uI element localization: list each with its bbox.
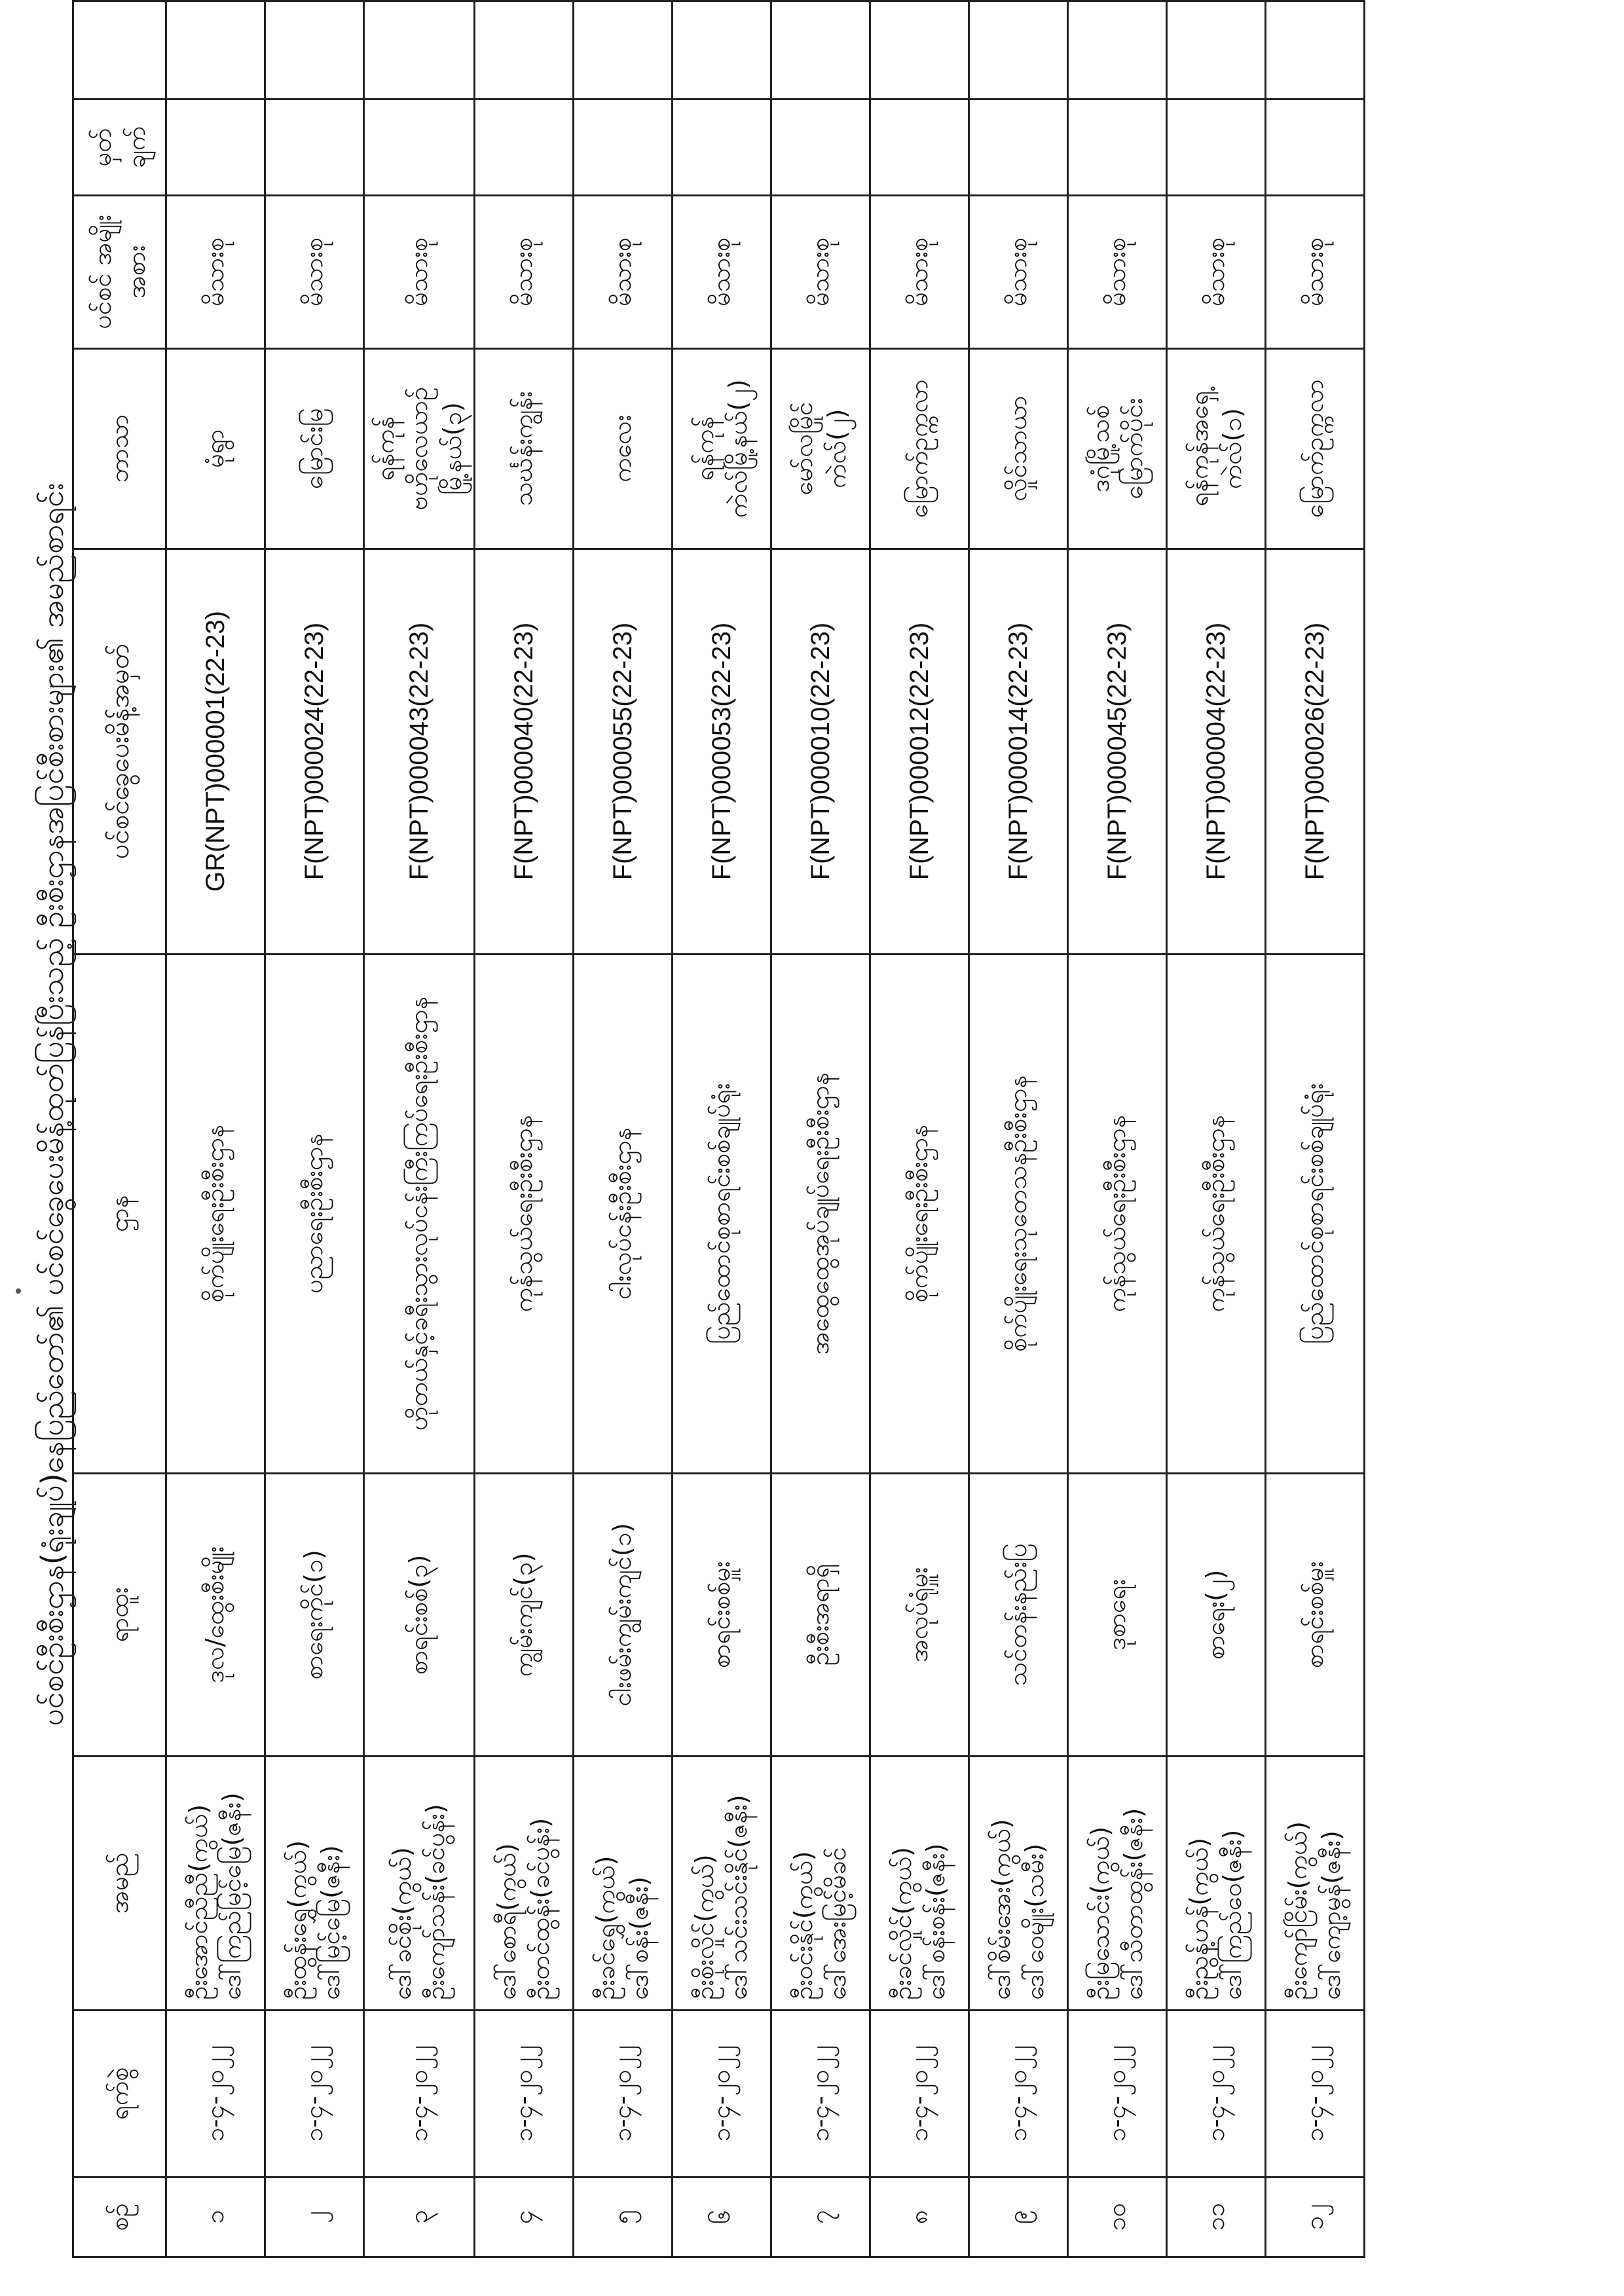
cell-permit-number-text: F(NPT)000012(22-23) [904,622,934,881]
cell-permit-number [474,549,573,954]
cell-no-text: ၁ [200,2210,230,2225]
cell-township [870,348,969,549]
cell-no [672,2177,771,2257]
cell-no [870,2177,969,2257]
cell-pension-type [265,196,364,349]
cell-name-text: ဒေါ်သီတာထွန်း(ဇနီး) [1118,1808,1148,2000]
cell-permit-number-text: F(NPT)000045(22-23) [1102,622,1132,881]
cell-name-text: ဒေါ်စောရီ(ကွယ်) [492,1843,521,2000]
cell-empty [969,1,1067,100]
cell-pension-type-text: မိသားစု [904,237,934,306]
cell-township-text: ကဲလ်မြို့နယ်(၂) [723,379,752,518]
table-row [265,1,364,2257]
cell-date-text: ၁-၄-၂၀၂၂ [904,2045,934,2142]
scan-dot [16,1288,21,1294]
cell-name [1067,1756,1166,2010]
cell-department-text: ကုန်သွယ်ရေးဦးစီးဌာန [1102,1115,1132,1313]
cell-township-text: မြို့နယ်(၃) [437,402,467,495]
cell-township [672,348,771,549]
table-row [474,1,573,2257]
cell-department [364,954,475,1473]
cell-remark [672,99,771,195]
cell-position-text: စာရေး(၂) [1201,1569,1230,1660]
cell-no [1067,2177,1166,2257]
cell-name-text: ဦးကျော်သန်း(ခင်ပွန်း) [420,1804,450,2000]
cell-no-text: ၂ [299,2211,329,2223]
cell-position [771,1473,870,1756]
cell-name-text: ဒေါ်စိမ်းအေး(ကွယ်) [986,1819,1016,2000]
cell-pension-type [870,196,969,349]
cell-date-text: ၁-၄-၂၀၂၂ [1102,2045,1132,2142]
header-name: အမည် [73,1756,166,2010]
header-permit-number: ပင်စင်ခွေပေးမိန့်အမှတ် [73,549,166,954]
cell-name [573,1756,672,2010]
cell-permit-number [771,549,870,954]
cell-date [364,2010,475,2177]
document-title: ပင်စင်ဦးစီးဌာန(ရုံးချုပ်)နေပြည်တော်၏ ပင်စင်ခွေပေးမိန့်ထုတ်ပြန်ပြီးသည့် ဦးစီးဌာနအပြင်စီးစားများ၏ အမည်စာရင်း [35,483,70,1726]
cell-position [573,1473,672,1756]
cell-date [870,2010,969,2177]
cell-department-text: ပြည်ထောင်စုစာရင်းစစ်ချုပ်ရုံး [707,1083,736,1344]
cell-pension-type [672,196,771,349]
cell-township [1067,348,1166,549]
cell-remark [1265,99,1364,195]
cell-name-text: ဒေါ်အေးမြင့်မိခင် [822,1847,851,2000]
cell-date [672,2010,771,2177]
cell-empty [1166,1,1265,100]
cell-date [573,2010,672,2177]
cell-permit-number-text: F(NPT)000053(22-23) [707,622,736,881]
cell-name-text: ဒေါ်ခင်စိုး(ကွယ်) [387,1847,416,2000]
cell-position-text: အလုပ်ရုံမှူး [904,1567,934,1662]
header-date: ရက်စွဲ [73,2010,166,2177]
table-row [870,1,969,2257]
cell-empty [870,1,969,100]
cell-permit-number-text: F(NPT)000043(22-23) [404,622,434,881]
cell-permit-number-text: F(NPT)000024(22-23) [300,622,329,881]
cell-date-text: ၁-၄-၂၀၂၂ [509,2045,538,2142]
cell-department-text: ပညာရေးဦးစီးဌာန [299,1133,329,1294]
cell-position-text: စာရင်းစစ်မှူး [1300,1561,1329,1669]
cell-no-text: ၆ [707,2210,736,2225]
cell-township-text: မြောက်ဥက္ကလာ [1300,379,1329,519]
cell-township-text: ဒဂုံမြို့သစ် [1085,405,1115,492]
cell-position [166,1473,265,1756]
cell-township-text: မုံရွာ [200,429,230,468]
cell-position [969,1473,1067,1756]
cell-date-text: ၁-၄-၂၀၂၂ [200,2045,230,2142]
cell-pension-type-text: မိသားစု [404,237,434,306]
cell-permit-number [969,549,1067,954]
cell-permit-number [870,549,969,954]
cell-no [1166,2177,1265,2257]
cell-pension-type-text: မိသားစု [707,237,736,306]
header-no: စဉ် [73,2177,166,2257]
cell-name [771,1756,870,2010]
cell-pension-type [1067,196,1166,349]
cell-date-text: ၁-၄-၂၀၂၂ [404,2045,434,2142]
cell-pension-type [474,196,573,349]
cell-department [870,954,969,1473]
cell-pension-type-text: မိသားစု [200,237,230,306]
cell-empty [474,1,573,100]
cell-township [364,348,475,549]
cell-permit-number [1067,549,1166,954]
cell-position [364,1473,475,1756]
cell-position [265,1473,364,1756]
cell-name [672,1756,771,2010]
cell-position-text: စာရေးကိုင်(၁) [299,1550,329,1680]
cell-township-text: ရန်ကုန် [690,416,719,481]
cell-pension-type [1166,196,1265,349]
cell-township-text: ရန်ကုန် [371,416,399,481]
table-row [166,1,265,2257]
table-row [672,1,771,2257]
cell-name-text: ဒေါ်မြင့်မြေ(ဇနီး) [316,1845,345,2000]
cell-township-text: မော်လမြိုင် [788,401,818,496]
header-township: ဘာသာ [73,348,166,549]
cell-name-text: ဒေါ်ကျော့မွန်(ဇနီး) [1316,1831,1346,2000]
cell-department [1166,954,1265,1473]
cell-permit-number [672,549,771,954]
cell-position-text: ဒုလ/ထွေးစီးမျိုး [200,1546,230,1683]
cell-department [771,954,870,1473]
cell-township-text: ကလေး [608,414,637,483]
cell-department-text: စိုက်ပျိုးရေးသုတေသနဦးစီးဌာန [1003,1075,1033,1352]
cell-department-text: ပြည်ထောင်စုစာရင်းစစ်ချုပ်ရုံး [1300,1083,1329,1344]
cell-permit-number [1166,549,1265,954]
cell-name [166,1756,265,2010]
cell-pension-type-text: မိသားစု [608,237,637,306]
cell-name-text: ဒေါ်စန်းစန်း(ဇနီး) [921,1843,950,2000]
cell-position-text: ဒုစာရေး [1102,1578,1132,1650]
cell-permit-number-text: F(NPT)000010(22-23) [805,622,835,881]
cell-name [870,1756,969,2010]
cell-pension-type-text: မိသားစု [1300,237,1329,306]
cell-empty [364,1,475,100]
cell-township-text: မြောက်ဥက္ကလာ [904,379,934,519]
cell-date [969,2010,1067,2177]
cell-date-text: ၁-၄-၂၀၂၂ [707,2045,736,2142]
cell-township-text: ကဲလ်(၂) [822,409,851,488]
cell-date-text: ၁-၄-၂၀၂၂ [1201,2045,1230,2142]
cell-name-text: ဒေါ်စန်း(ဇနီး) [624,1876,654,2000]
cell-permit-number-text: F(NPT)000014(22-23) [1003,622,1033,881]
cell-department [474,954,573,1473]
cell-remark [969,99,1067,195]
cell-remark [1166,99,1265,195]
cell-date-text: ၁-၄-၂၀၂၂ [1300,2045,1329,2142]
cell-permit-number-text: F(NPT)000040(22-23) [509,622,538,881]
cell-permit-number [364,549,475,954]
cell-department-text: ကုန်သွယ်ရေးဦးစီးဌာန [1201,1115,1230,1313]
cell-department [1067,954,1166,1473]
cell-department-text: ကုန်သွယ်ရေးဦးစီးဌာန [509,1115,538,1313]
cell-permit-number-text: F(NPT)000026(22-23) [1300,622,1329,881]
cell-position [1067,1473,1166,1756]
cell-township-text: သင်္ဃန်းကျွန်း [509,391,538,506]
cell-position-text: ဦးစီးအရာရှိ [805,1563,835,1666]
cell-name-text: ဒေါ်ကြည်ဝေ(ဇနီး) [1217,1829,1247,2000]
cell-name [1265,1756,1364,2010]
cell-remark [1067,99,1166,195]
cell-date-text: ၁-၄-၂၀၂၂ [805,2045,835,2142]
cell-no-text: ၁၁ [1201,2202,1230,2231]
header-department: ဌာန [73,954,166,1473]
cell-permit-number [573,549,672,954]
cell-name [474,1756,573,2010]
cell-name-text: ဦးစိုးလှိုင်(ကွယ်) [690,1854,719,2000]
cell-permit-number [166,549,265,954]
cell-township [474,348,573,549]
cell-name-text: ဦးအောင်ညီညီ(ကွယ်) [183,1804,213,2000]
cell-department [166,954,265,1473]
cell-position [672,1473,771,1756]
cell-empty [1067,1,1166,100]
cell-name-text: ဦးတင်ထွန်း(ခင်ပွန်း) [525,1817,555,2000]
table-row [969,1,1067,2257]
cell-township-text: လှိုင်သာယာ [1003,395,1033,501]
cell-empty [265,1,364,100]
cell-date-text: ၁-၄-၂၀၂၂ [608,2045,637,2142]
cell-pension-type [1265,196,1364,349]
cell-department-text: စိုက်ပျိုးရေးဦးစီးဌာန [200,1124,230,1303]
cell-township [771,348,870,549]
cell-permit-number-text: F(NPT)000004(22-23) [1201,622,1230,881]
cell-name-text: ဒေါ်သင်းသင်းနိုင်(ဇနီး) [723,1795,752,2000]
cell-empty [672,1,771,100]
cell-township [969,348,1067,549]
cell-township [1265,348,1364,549]
cell-position [1166,1473,1265,1756]
cell-date [265,2010,364,2177]
cell-department-text: ဟိုတယ်နှင့်ခရီးသွားလုပ်ငန်းကြီးကြပ်ရေးဦးစီးဌာန [404,996,434,1431]
cell-township-text: မြောက်ပိုင်း [1118,397,1148,500]
cell-name-text: ဦးဝင်းနိုင်(ကွယ်) [788,1851,818,2000]
cell-no-text: ၈ [904,2210,934,2225]
table-body [166,1,1365,2257]
cell-empty [1265,1,1364,100]
cell-date-text: ၁-၄-၂၀၂၂ [1003,2045,1033,2142]
cell-pension-type-text: မိသားစု [1201,237,1230,306]
cell-township [573,348,672,549]
cell-pension-type-text: မိသားစု [509,237,538,306]
cell-township-text: မြောင်းမြ [299,408,329,490]
table-row [573,1,672,2257]
cell-name-text: ဒေါ်ကြည်မြင့်မြေ(ဇနီး) [217,1792,246,2000]
cell-date [771,2010,870,2177]
cell-township [166,348,265,549]
cell-no [969,2177,1067,2257]
header-empty [73,1,166,100]
cell-department-text: စိုက်ပျိုးရေးဦးစီးဌာန [904,1124,934,1303]
cell-date [1265,2010,1364,2177]
cell-position-text: ငါးဖမ်းကျွမ်းကျင်(၁) [608,1523,637,1707]
cell-pension-type-text: မိသားစု [1102,237,1132,306]
cell-name [969,1756,1067,2010]
cell-permit-number-text: GR(NPT)000001(22-23) [201,611,230,892]
cell-no [1265,2177,1364,2257]
cell-permit-number-text: F(NPT)000055(22-23) [608,622,637,881]
cell-remark [474,99,573,195]
cell-name-text: ဦးခင်ရွှေ(ကွယ်) [591,1855,620,2000]
cell-position-text: သင်တန်းနည်းပြ [1003,1543,1033,1686]
cell-department-text: အထွေထွေအုပ်ချုပ်ရေးဦးစီးဌာန [805,1072,835,1355]
cell-empty [573,1,672,100]
table-row [364,1,475,2257]
cell-date [474,2010,573,2177]
cell-department [573,954,672,1473]
cell-remark [771,99,870,195]
cell-position [870,1473,969,1756]
cell-name-text: ဦးခင်လှိုင်(ကွယ်) [887,1846,917,2000]
cell-no [573,2177,672,2257]
cell-department-text: ငါးလုပ်ငန်းဦးစီးဌာန [608,1127,637,1300]
cell-pension-type-text: မိသားစု [805,237,835,306]
cell-pension-type-text: မိသားစု [1003,237,1033,306]
cell-date-text: ၁-၄-၂၀၂၂ [299,2045,329,2142]
cell-no [474,2177,573,2257]
cell-no-text: ၅ [608,2210,637,2225]
cell-position-text: ကျွမ်းကျင်(၃) [509,1552,538,1677]
cell-empty [166,1,265,100]
header-position: ရာထူး [73,1473,166,1756]
cell-position [474,1473,573,1756]
cell-township-text: ဗဟိုလေယာဉ် [404,386,434,511]
cell-date [166,2010,265,2177]
table-row [1067,1,1166,2257]
cell-township [1166,348,1265,549]
table-row [1265,1,1364,2257]
cell-pension-type [573,196,672,349]
cell-pension-type [364,196,475,349]
cell-department [1265,954,1364,1473]
cell-pension-type-text: မိသားစု [299,237,329,306]
cell-no-text: ၃ [404,2210,434,2225]
cell-position-text: စာရင်းစစ်မှူး [707,1561,736,1669]
cell-permit-number [1265,549,1364,954]
cell-pension-type [166,196,265,349]
table-row [1166,1,1265,2257]
pension-table [72,0,1365,2258]
cell-position-text: စာရင်းစစ်(၃) [404,1554,434,1675]
cell-permit-number [265,549,364,954]
header-pension-type: ပင်စင် အမျိုးအစား [73,196,166,349]
cell-name-text: ဦးညွန့်ဟန်(ကွယ်) [1184,1837,1213,2000]
cell-no [771,2177,870,2257]
cell-no-text: ၉ [1003,2210,1033,2225]
cell-name [265,1756,364,2010]
cell-empty [771,1,870,100]
cell-pension-type [969,196,1067,349]
cell-no-text: ၄ [509,2210,538,2225]
cell-department [265,954,364,1473]
table-header-row [73,1,166,2257]
cell-name [364,1756,475,2010]
cell-name [1166,1756,1265,2010]
cell-department [672,954,771,1473]
table-row [771,1,870,2257]
cell-date [1166,2010,1265,2177]
cell-department [969,954,1067,1473]
cell-remark [870,99,969,195]
cell-township [265,348,364,549]
cell-name-text: ဦးကျော်ငြိမ်း(ကွယ်) [1283,1821,1312,2000]
cell-no-text: ၁၂ [1300,2204,1329,2231]
cell-remark [573,99,672,195]
cell-no-text: ၁၀ [1102,2202,1132,2231]
cell-name-text: ဦးထွန်းရွှေ(ကွယ်) [282,1840,312,2000]
cell-remark [265,99,364,195]
cell-township-text: ကဲလ်(၁) [1217,408,1247,490]
cell-name-text: ဒေါ်ဝေမျိုး(သမီး) [1020,1843,1049,2000]
cell-pension-type [771,196,870,349]
header-remark: မှတ် ချက် [73,99,166,195]
cell-no [364,2177,475,2257]
cell-no-text: ၇ [805,2210,835,2225]
cell-name-text: ဦးမြသောင်း(ကွယ်) [1085,1826,1115,2000]
cell-no [166,2177,265,2257]
cell-position [1265,1473,1364,1756]
cell-remark [166,99,265,195]
cell-no [265,2177,364,2257]
cell-date [1067,2010,1166,2177]
cell-remark [364,99,475,195]
cell-township-text: ရန်ကုန်အရှေ့ [1184,390,1213,507]
